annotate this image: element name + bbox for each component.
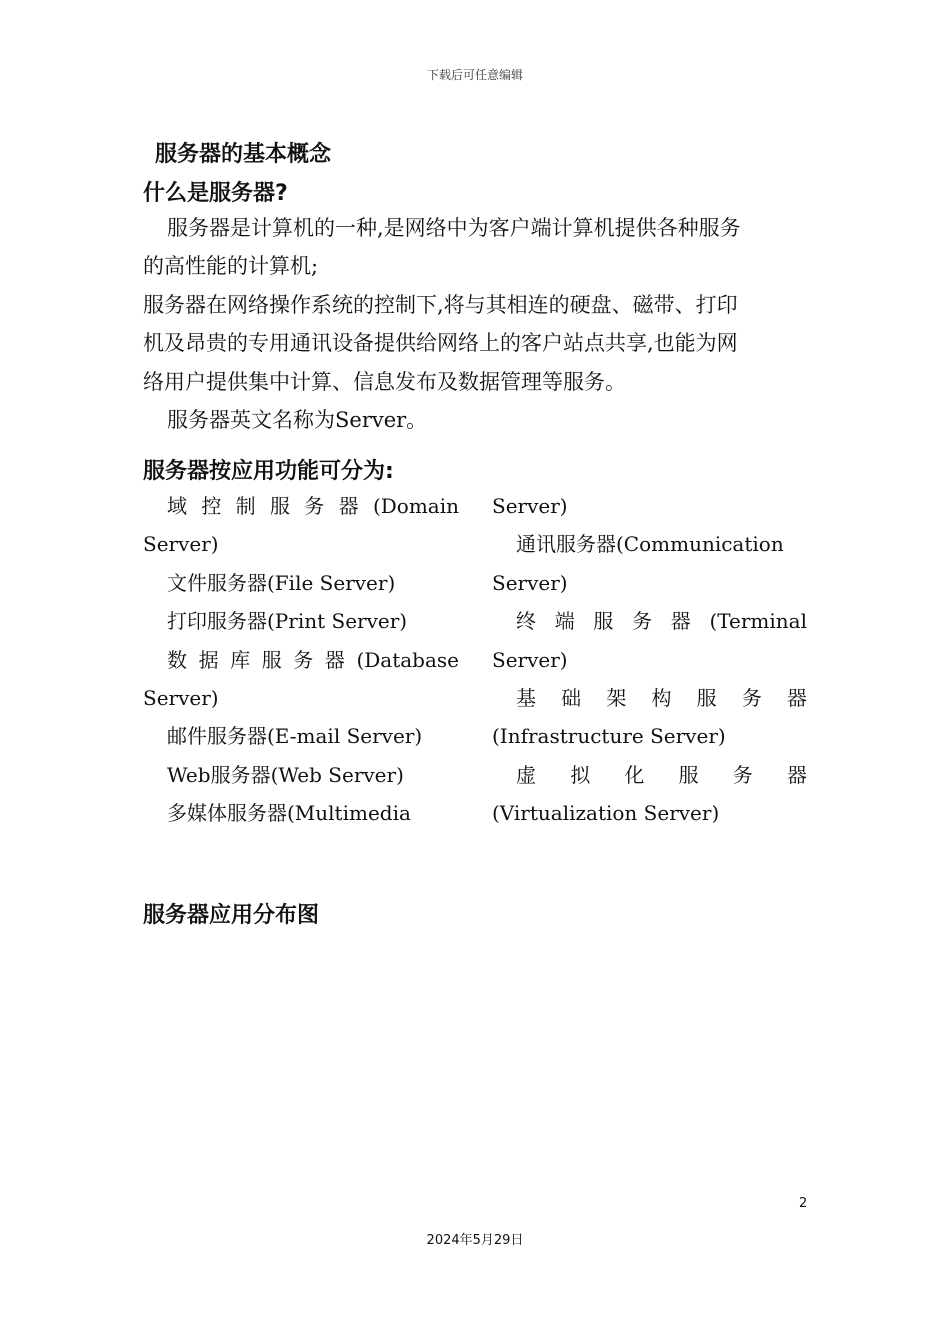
server-types-left-column xyxy=(143,487,459,833)
list-item: Server) xyxy=(143,532,219,557)
list-item: 虚 拟 化 服 务 器 xyxy=(516,762,807,787)
list-item: 通讯服务器(Communication xyxy=(516,532,784,557)
paragraph-line: 的高性能的计算机; xyxy=(143,254,319,278)
list-item: 数 据 库 服 务 器 (Database xyxy=(167,647,459,672)
paragraph-line: 络用户提供集中计算、信息发布及数据管理等服务。 xyxy=(143,370,626,394)
paragraph-line: 服务器是计算机的一种,是网络中为客户端计算机提供各种服务 xyxy=(167,216,741,240)
list-item: 终 端 服 务 器 (Terminal xyxy=(516,609,807,634)
server-types-right-column xyxy=(492,487,807,833)
page-title: 服务器的基本概念 xyxy=(155,142,332,167)
paragraph-line: 服务器英文名称为Server。 xyxy=(167,408,428,432)
footer-date: 2024年5月29日 xyxy=(426,1233,524,1248)
page-number: 2 xyxy=(799,1196,808,1211)
list-item: Server) xyxy=(143,686,219,711)
question-heading: 什么是服务器? xyxy=(143,181,288,206)
classification-heading: 服务器按应用功能可分为: xyxy=(143,459,394,484)
header-note: 下载后可任意编辑 xyxy=(426,68,523,82)
list-item: Server) xyxy=(492,570,568,595)
list-item: 文件服务器(File Server) xyxy=(167,570,396,595)
paragraph-line: 机及昂贵的专用通讯设备提供给网络上的客户站点共享,也能为网 xyxy=(143,331,738,355)
list-item: 多媒体服务器(Multimedia xyxy=(167,801,411,826)
list-item: (Virtualization Server) xyxy=(492,801,720,826)
paragraph-line: 服务器在网络操作系统的控制下,将与其相连的硬盘、磁带、打印 xyxy=(143,293,738,317)
distribution-heading: 服务器应用分布图 xyxy=(143,903,320,928)
list-item: 基 础 架 构 服 务 器 xyxy=(516,686,807,711)
list-item: (Infrastructure Server) xyxy=(492,724,726,749)
list-item: Server) xyxy=(492,647,568,672)
list-item: 邮件服务器(E-mail Server) xyxy=(167,724,423,749)
list-item: 域 控 制 服 务 器 (Domain xyxy=(167,494,459,518)
list-item: 打印服务器(Print Server) xyxy=(167,609,408,634)
list-item: Web服务器(Web Server) xyxy=(167,762,404,787)
list-item: Server) xyxy=(492,494,568,518)
